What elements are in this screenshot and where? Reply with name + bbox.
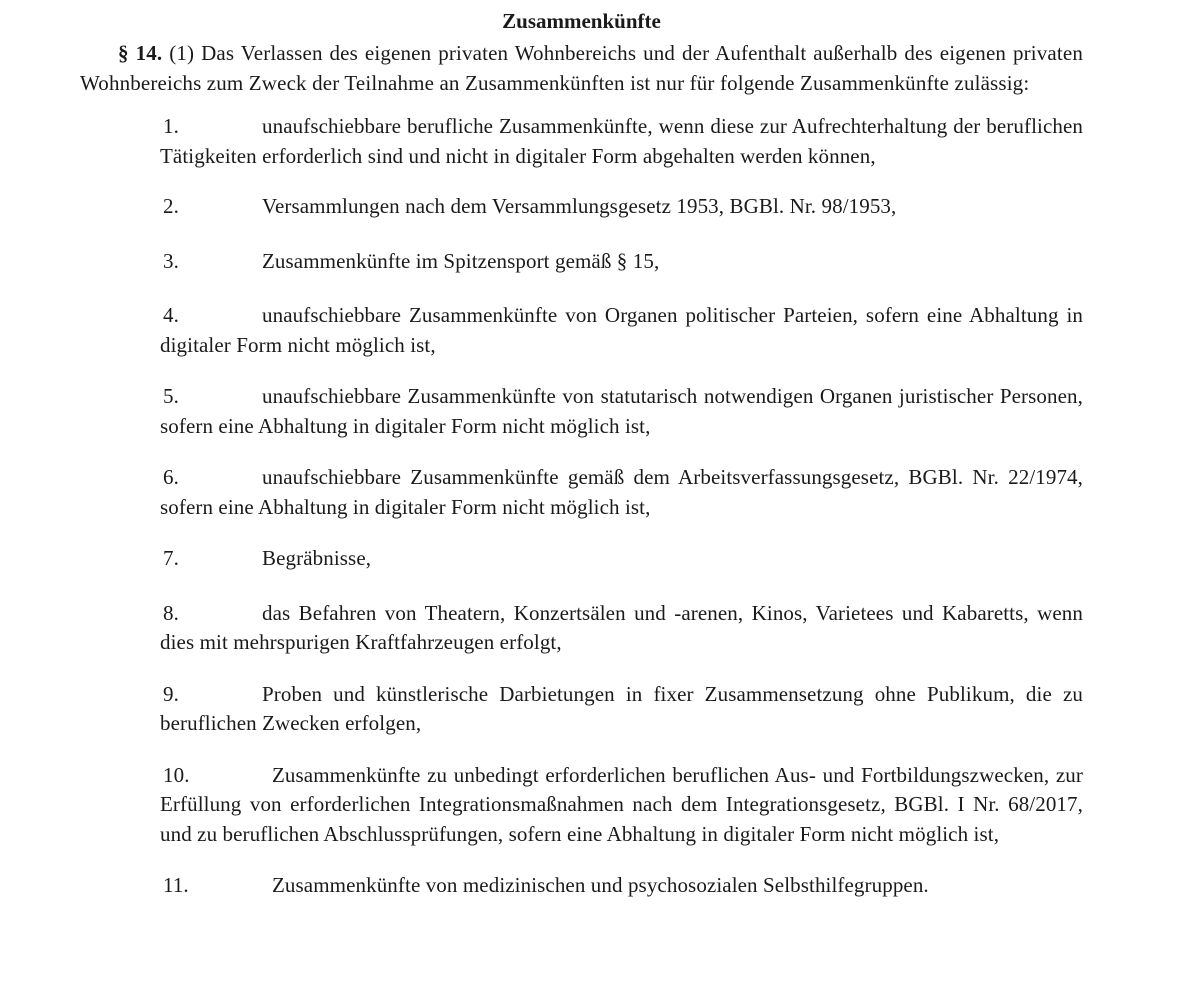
item-text: Zusammenkünfte von medizinischen und psychosozialen Selbsthilfegruppen.	[272, 873, 929, 897]
section-number: § 14.	[118, 41, 163, 65]
item-list	[160, 112, 1083, 901]
list-item	[160, 544, 1083, 574]
list-item	[160, 680, 1083, 739]
list-item	[160, 871, 1083, 901]
list-item	[160, 599, 1083, 658]
section-intro-text: (1) Das Verlassen des eigenen privaten Wohnbereichs und der Aufenthalt außerhalb des eigenen privaten Wohnbereichs zum Zweck der Teilnahme an Zusammenkünften ist nur für folgende Zusammenkünfte zulässig:	[80, 41, 1084, 95]
item-text: das Befahren von Theatern, Konzertsälen und -arenen, Kinos, Varietees und Kabaretts, wenn dies mit mehrspurigen Kraftfahrzeugen erfolgt,	[160, 600, 1083, 654]
list-item	[160, 761, 1083, 850]
list-item	[160, 382, 1083, 441]
item-text: Versammlungen nach dem Versammlungsgesetz 1953, BGBl. Nr. 98/1953,	[262, 194, 897, 218]
item-number: 7.	[163, 546, 179, 570]
list-item	[160, 112, 1083, 171]
item-number: 3.	[163, 248, 179, 273]
item-number: 8.	[163, 600, 179, 625]
item-text: unaufschiebbare berufliche Zusammenkünfte, wenn diese zur Aufrechterhaltung der beruflichen Tätigkeiten erforderlich sind und nicht in digitaler Form abgehalten werden können,	[160, 114, 1083, 168]
item-text: Begräbnisse,	[262, 546, 372, 570]
item-number: 4.	[163, 303, 179, 327]
item-number: 1.	[163, 114, 179, 138]
section-intro	[80, 39, 1083, 98]
item-number: 9.	[163, 681, 179, 706]
item-text: unaufschiebbare Zusammenkünfte gemäß dem Arbeitsverfassungsgesetz, BGBl. Nr. 22/1974, sofern eine Abhaltung in digitaler Form nicht möglich ist,	[160, 465, 1083, 519]
item-number: 2.	[163, 194, 179, 218]
item-text: unaufschiebbare Zusammenkünfte von statutarisch notwendigen Organen juristischer Personen, sofern eine Abhaltung in digitaler Form nicht möglich ist,	[160, 384, 1083, 438]
list-item	[160, 301, 1083, 360]
item-number: 10.	[163, 762, 190, 787]
item-number: 11.	[163, 873, 189, 897]
item-text: Zusammenkünfte zu unbedingt erforderlichen beruflichen Aus- und Fortbildungszwecken, zur Erfüllung von erforderlichen Integrationsmaßnahmen nach dem Integrationsgesetz, BGBl. I Nr. 68/2017, und zu beruflichen Abschlussprüfungen, sofern eine Abhaltung in digitaler Form nicht möglich ist,	[160, 762, 1083, 846]
item-text: Proben und künstlerische Darbietungen in fixer Zusammensetzung ohne Publikum, die zu beruflichen Zwecken erfolgen,	[160, 681, 1083, 735]
document-title: Zusammenkünfte	[502, 9, 661, 33]
item-text: Zusammenkünfte im Spitzensport gemäß § 15,	[262, 248, 660, 273]
list-item	[160, 192, 1083, 222]
list-item	[160, 463, 1083, 522]
item-number: 5.	[163, 384, 179, 408]
list-item	[160, 247, 1083, 277]
item-text: unaufschiebbare Zusammenkünfte von Organen politischer Parteien, sofern eine Abhaltung in digitaler Form nicht möglich ist,	[160, 303, 1083, 357]
item-number: 6.	[163, 465, 179, 489]
